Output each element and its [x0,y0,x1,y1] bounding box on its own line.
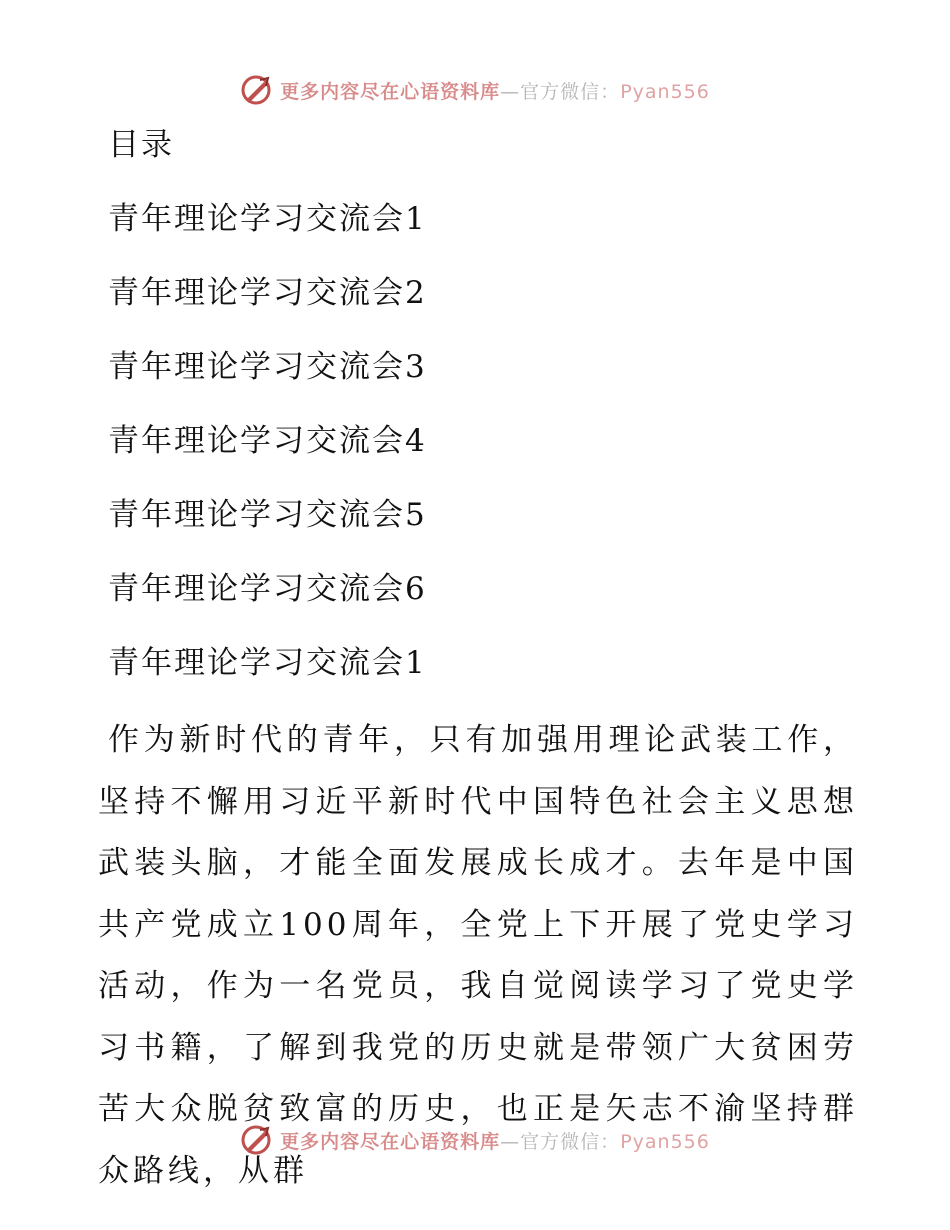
toc-title: 目录 [108,127,174,163]
banner-wechat-label: 官方微信： [520,80,621,103]
toc-item-3[interactable]: 青年理论学习交流会3 [108,349,427,385]
banner-separator: — [500,80,521,103]
body-paragraph: 作为新时代的青年，只有加强用理论武装工作，坚持不懈用习近平新时代中国特色社会主义思想武装头脑，才能全面发展成长成才。去年是中国共产党成立100周年，全党上下开展了党史学习活动，作为一名党员，我自觉阅读学习了党史学习书籍，了解到我党的历史就是带领广大贫困劳苦大众脱贫致富的历史，也正是矢志不渝坚持群众路线，从群 [98,722,858,1189]
toc-item-5[interactable]: 青年理论学习交流会5 [108,497,427,533]
quill-logo-icon [240,1124,272,1156]
quill-logo-icon [240,74,272,106]
banner-text [280,77,710,104]
toc-item-1[interactable]: 青年理论学习交流会1 [108,201,427,237]
toc-item-2[interactable]: 青年理论学习交流会2 [108,275,427,311]
banner-main-text: 更多内容尽在心语资料库 [280,80,501,103]
banner-wechat-id: Pyan556 [620,80,710,103]
banner-main-text: 更多内容尽在心语资料库 [280,1130,501,1153]
section-heading: 青年理论学习交流会1 [108,645,427,681]
banner-separator: — [500,1130,521,1153]
banner-text [280,1127,710,1154]
footer-watermark-banner [0,1120,950,1160]
banner-wechat-label: 官方微信： [520,1130,621,1153]
banner-wechat-id: Pyan556 [620,1130,710,1153]
table-of-contents [108,118,427,710]
header-watermark-banner [0,70,950,110]
toc-item-4[interactable]: 青年理论学习交流会4 [108,423,427,459]
toc-item-6[interactable]: 青年理论学习交流会6 [108,571,427,607]
